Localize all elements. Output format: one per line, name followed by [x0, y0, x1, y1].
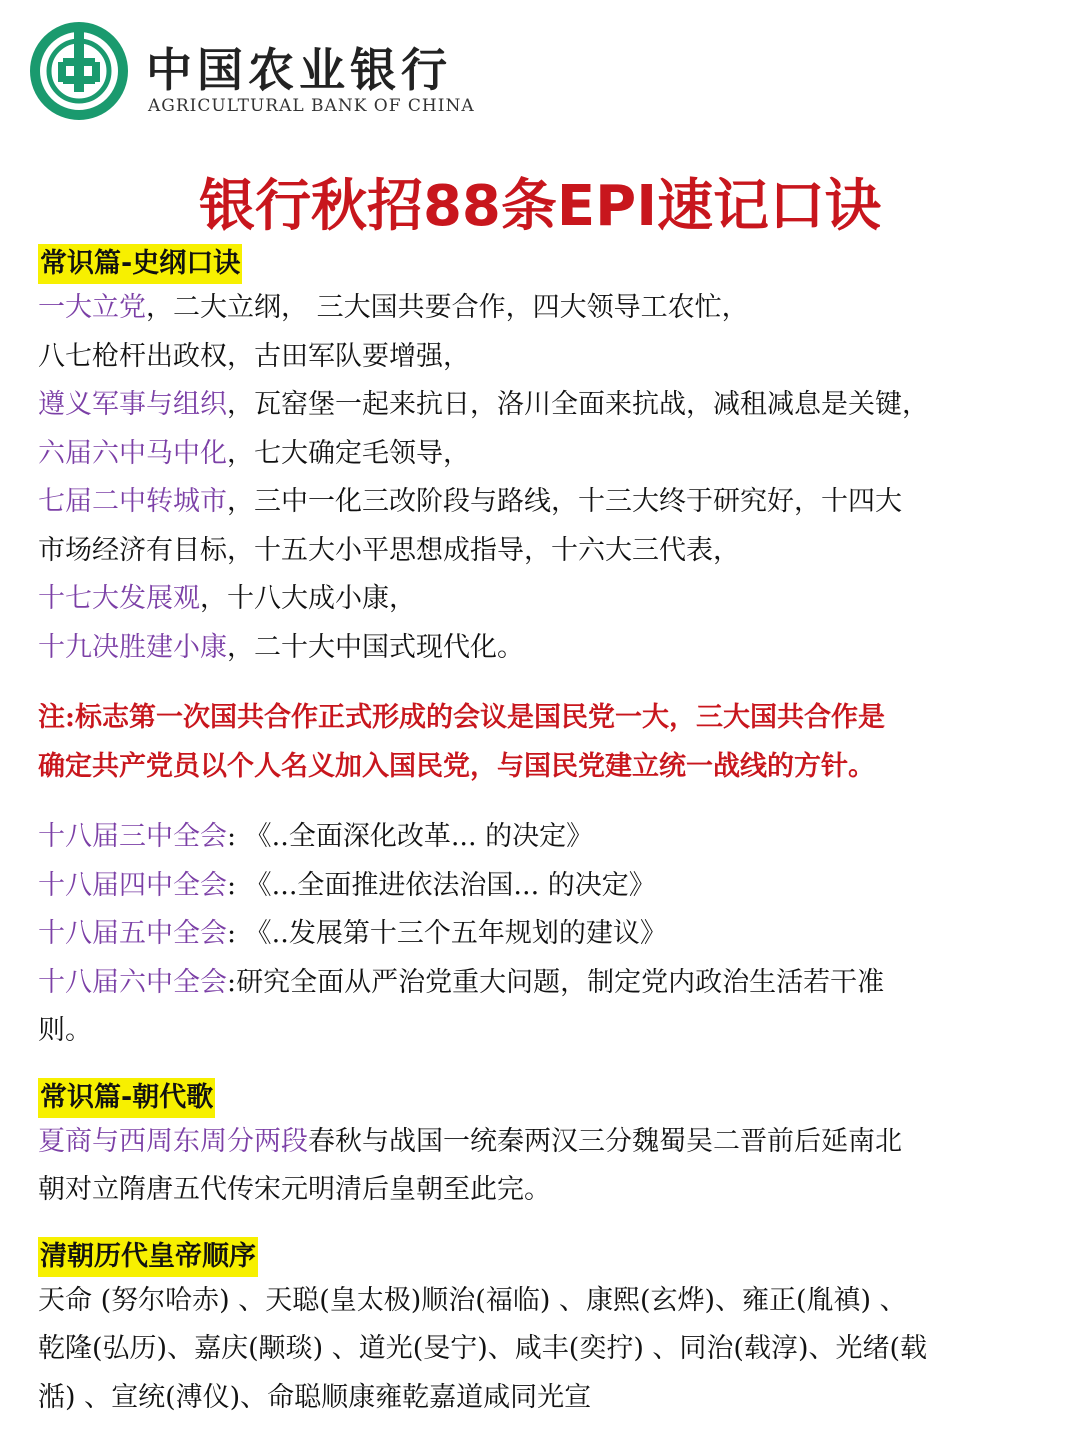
line-text: ，二十大中国式现代化。	[227, 631, 524, 663]
text-line	[38, 1118, 1048, 1167]
line-text: : 《..全面深化改革... 的决定》	[227, 821, 594, 852]
line-text: ，二大立纲， 三大国共要合作，四大领导工农忙，	[146, 292, 749, 323]
highlight-phrase: 十九决胜建小康	[38, 631, 227, 663]
line-text: 春秋与战国一统秦两汉三分魏蜀吴二晋前后延南北	[308, 1125, 902, 1157]
section-title: 常识篇-朝代歌	[38, 1078, 215, 1118]
page-title: 银行秋招88条EPI速记口诀	[198, 174, 882, 239]
emperor-order-lines	[38, 1277, 1048, 1423]
text-line	[38, 862, 1048, 911]
text-line	[38, 624, 1048, 673]
bank-name-en: AGRICULTURAL BANK OF CHINA	[148, 96, 475, 116]
section-emperors-title-wrap	[38, 1237, 1048, 1277]
text-line	[38, 813, 1048, 862]
highlight-phrase: 十八届五中全会	[38, 918, 227, 949]
line-text: 市场经济有目标，十五大小平思想成指导，十六大三代表，	[38, 534, 740, 566]
line-text: 八七枪杆出政权，古田军队要增强，	[38, 340, 470, 372]
text-line	[38, 333, 1048, 382]
text-line	[38, 478, 1048, 527]
note-line: 确定共产党员以个人名义加入国民党，与国民党建立统一战线的方针。	[38, 750, 875, 782]
section-title: 清朝历代皇帝顺序	[38, 1237, 258, 1277]
text-line	[38, 959, 1048, 1008]
section-dynasty-title-wrap	[38, 1078, 1048, 1118]
text-line: 天命 (努尔哈赤) 、天聪(皇太极)顺治(福临) 、康熙(玄烨)、雍正(胤禛) 、	[38, 1284, 907, 1316]
line-text: ，瓦窑堡一起来抗日，洛川全面来抗战，减租减息是关键，	[227, 389, 929, 420]
plenum-list	[38, 813, 1048, 1056]
text-line	[38, 284, 1048, 333]
history-note	[38, 694, 1048, 791]
text-line	[38, 381, 1048, 430]
text-line	[38, 1166, 1048, 1215]
text-line	[38, 910, 1048, 959]
main-content	[38, 244, 1048, 1422]
highlight-phrase: 夏商与西周东周分两段	[38, 1125, 308, 1157]
section-history-title-wrap	[38, 244, 1048, 284]
section-title: 常识篇-史纲口诀	[38, 244, 242, 284]
history-mnemonic-lines	[38, 284, 1048, 672]
line-text: :研究全面从严治党重大问题，制定党内政治生活若干准	[227, 966, 885, 998]
line-text: ，十八大成小康，	[200, 583, 416, 614]
line-text: 则。	[38, 1015, 92, 1046]
highlight-phrase: 一大立党	[38, 292, 146, 323]
highlight-phrase: 十八届三中全会	[38, 821, 227, 852]
text-line	[38, 430, 1048, 479]
abc-bank-logo-icon	[30, 22, 128, 120]
dynasty-song-lines	[38, 1118, 1048, 1215]
highlight-phrase: 十八届六中全会	[38, 966, 227, 998]
highlight-phrase: 十八届四中全会	[38, 869, 227, 901]
line-text: : 《..发展第十三个五年规划的建议》	[227, 918, 667, 949]
text-line: 乾隆(弘历)、嘉庆(颙琰) 、道光(旻宁)、咸丰(奕拧) 、同治(载淳)、光绪(载	[38, 1333, 928, 1364]
text-line: 湉) 、宣统(溥仪)、命聪顺康雍乾嘉道咸同光宣	[38, 1381, 592, 1413]
bank-name-cn: 中国农业银行	[146, 43, 452, 97]
line-text: 朝对立隋唐五代传宋元明清后皇朝至此完。	[38, 1174, 551, 1205]
text-line	[38, 1007, 1048, 1056]
text-line	[38, 575, 1048, 624]
line-text: : 《...全面推进依法治国... 的决定》	[227, 869, 656, 901]
highlight-phrase: 六届六中马中化	[38, 437, 227, 469]
highlight-phrase: 遵义军事与组织	[38, 389, 227, 420]
highlight-phrase: 七届二中转城市	[38, 486, 227, 517]
note-line: 注:标志第一次国共合作正式形成的会议是国民党一大，三大国共合作是	[38, 702, 885, 733]
highlight-phrase: 十七大发展观	[38, 583, 200, 614]
line-text: ，七大确定毛领导，	[227, 437, 470, 469]
bank-header	[30, 20, 530, 125]
text-line	[38, 527, 1048, 576]
line-text: ，三中一化三改阶段与路线，十三大终于研究好，十四大	[227, 486, 902, 517]
